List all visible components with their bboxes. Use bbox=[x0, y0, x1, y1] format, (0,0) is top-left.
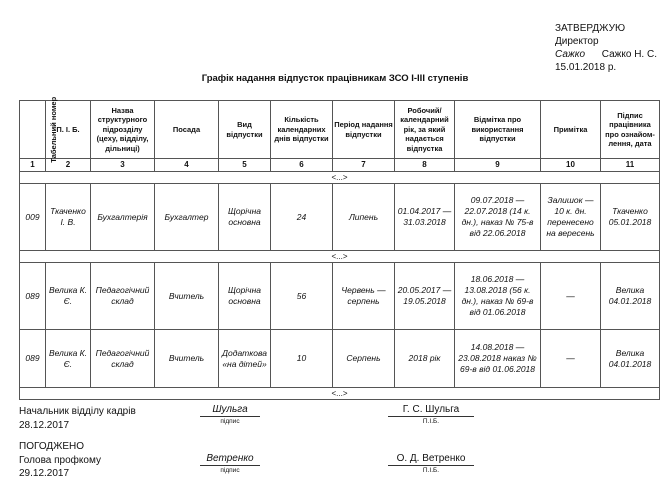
column-number: 4 bbox=[155, 159, 219, 172]
column-number: 9 bbox=[455, 159, 541, 172]
cell-name: Ткаченко І. В. bbox=[46, 184, 91, 251]
union-signature: Ветренко bbox=[200, 453, 260, 466]
column-number: 3 bbox=[91, 159, 155, 172]
union-name: О. Д. Ветренко bbox=[388, 453, 474, 466]
cell-dept: Бухгалтерія bbox=[91, 184, 155, 251]
cell-note: Залишок — 10 к. дн. перенесено на вересень bbox=[541, 184, 601, 251]
cell-id: 089 bbox=[20, 263, 46, 330]
union-position: Голова профкому bbox=[19, 455, 101, 466]
header-cell: Примітка bbox=[541, 101, 601, 159]
cell-note: — bbox=[541, 330, 601, 388]
hr-date: 28.12.2017 bbox=[19, 420, 70, 431]
cell-period: Липень bbox=[333, 184, 395, 251]
column-number: 6 bbox=[271, 159, 333, 172]
cell-type: Додаткова «на дітей» bbox=[219, 330, 271, 388]
cell-position: Вчитель bbox=[155, 263, 219, 330]
header-cell: П. І. Б. bbox=[46, 101, 91, 159]
ellipsis-row bbox=[20, 251, 660, 263]
cell-id: 009 bbox=[20, 184, 46, 251]
table-row bbox=[20, 184, 660, 251]
cell-days: 24 bbox=[271, 184, 333, 251]
header-cell: Посада bbox=[155, 101, 219, 159]
cell-ack: Велика 04.01.2018 bbox=[601, 330, 660, 388]
approval-position: Директор bbox=[555, 36, 599, 47]
header-cell: Табельний номер bbox=[20, 101, 46, 159]
cell-position: Вчитель bbox=[155, 330, 219, 388]
ellipsis-cell: <...> bbox=[20, 251, 660, 263]
header-cell: Робочий/ календарний рік, за який надається відпустка bbox=[395, 101, 455, 159]
cell-name: Велика К. Є. bbox=[46, 263, 91, 330]
name-caption: П.І.Б. bbox=[422, 418, 440, 425]
header-cell: Кількість календарних днів відпустки bbox=[271, 101, 333, 159]
document-title: Графік надання відпусток працівникам ЗСО І-ІІІ ступенів bbox=[201, 73, 469, 84]
column-number: 1 bbox=[20, 159, 46, 172]
header-cell: Підпис працівника про ознайом- лення, дата bbox=[601, 101, 660, 159]
cell-type: Щорічна основна bbox=[219, 184, 271, 251]
vacation-schedule-table bbox=[19, 96, 660, 400]
column-number: 2 bbox=[46, 159, 91, 172]
cell-period: Червень — серпень bbox=[333, 263, 395, 330]
cell-note: — bbox=[541, 263, 601, 330]
header-cell: Період надання відпустки bbox=[333, 101, 395, 159]
column-number: 8 bbox=[395, 159, 455, 172]
approval-signature: Сажко bbox=[555, 49, 586, 60]
column-number: 11 bbox=[601, 159, 660, 172]
cell-period: Серпень bbox=[333, 330, 395, 388]
cell-name: Велика К. Є. bbox=[46, 330, 91, 388]
hr-signature: Шульга bbox=[200, 404, 260, 417]
approval-block bbox=[555, 22, 657, 74]
ellipsis-row bbox=[20, 172, 660, 184]
cell-position: Бухгалтер bbox=[155, 184, 219, 251]
ellipsis-cell: <...> bbox=[20, 172, 660, 184]
cell-usage: 18.06.2018 — 13.08.2018 (56 к. дн.), наказ № 69-в від 01.06.2018 bbox=[455, 263, 541, 330]
table-row bbox=[20, 330, 660, 388]
cell-days: 10 bbox=[271, 330, 333, 388]
hr-name: Г. С. Шульга bbox=[388, 404, 474, 417]
column-numbers-row bbox=[20, 159, 660, 172]
agreed-label: ПОГОДЖЕНО bbox=[19, 441, 85, 452]
ellipsis-row bbox=[20, 388, 660, 400]
header-cell: Вид відпустки bbox=[219, 101, 271, 159]
cell-year: 20.05.2017 — 19.05.2018 bbox=[395, 263, 455, 330]
approval-name: Сажко Н. С. bbox=[601, 49, 657, 60]
column-number: 7 bbox=[333, 159, 395, 172]
cell-ack: Ткаченко 05.01.2018 bbox=[601, 184, 660, 251]
header-cell: Назва структурного підрозділу (цеху, відділу, дільниці) bbox=[91, 101, 155, 159]
cell-days: 56 bbox=[271, 263, 333, 330]
cell-ack: Велика 04.01.2018 bbox=[601, 263, 660, 330]
cell-year: 2018 рік bbox=[395, 330, 455, 388]
cell-usage: 14.08.2018 — 23.08.2018 наказ № 69-в від 01.06.2018 bbox=[455, 330, 541, 388]
hr-position: Начальник відділу кадрів bbox=[19, 406, 136, 417]
header-row bbox=[20, 101, 660, 159]
column-number: 5 bbox=[219, 159, 271, 172]
cell-usage: 09.07.2018 — 22.07.2018 (14 к. дн.), наказ № 75-в від 22.06.2018 bbox=[455, 184, 541, 251]
cell-dept: Педагогічний склад bbox=[91, 330, 155, 388]
union-date: 29.12.2017 bbox=[19, 468, 70, 479]
signature-caption: підпис bbox=[220, 467, 240, 474]
approval-heading: ЗАТВЕРДЖУЮ bbox=[555, 23, 626, 34]
signature-caption: підпис bbox=[220, 418, 240, 425]
header-cell: Відмітка про використання відпустки bbox=[455, 101, 541, 159]
approval-date: 15.01.2018 р. bbox=[555, 62, 617, 73]
cell-year: 01.04.2017 — 31.03.2018 bbox=[395, 184, 455, 251]
cell-dept: Педагогічний склад bbox=[91, 263, 155, 330]
column-number: 10 bbox=[541, 159, 601, 172]
cell-id: 089 bbox=[20, 330, 46, 388]
name-caption: П.І.Б. bbox=[422, 467, 440, 474]
table-row bbox=[20, 263, 660, 330]
ellipsis-cell: <...> bbox=[20, 388, 660, 400]
cell-type: Щорічна основна bbox=[219, 263, 271, 330]
